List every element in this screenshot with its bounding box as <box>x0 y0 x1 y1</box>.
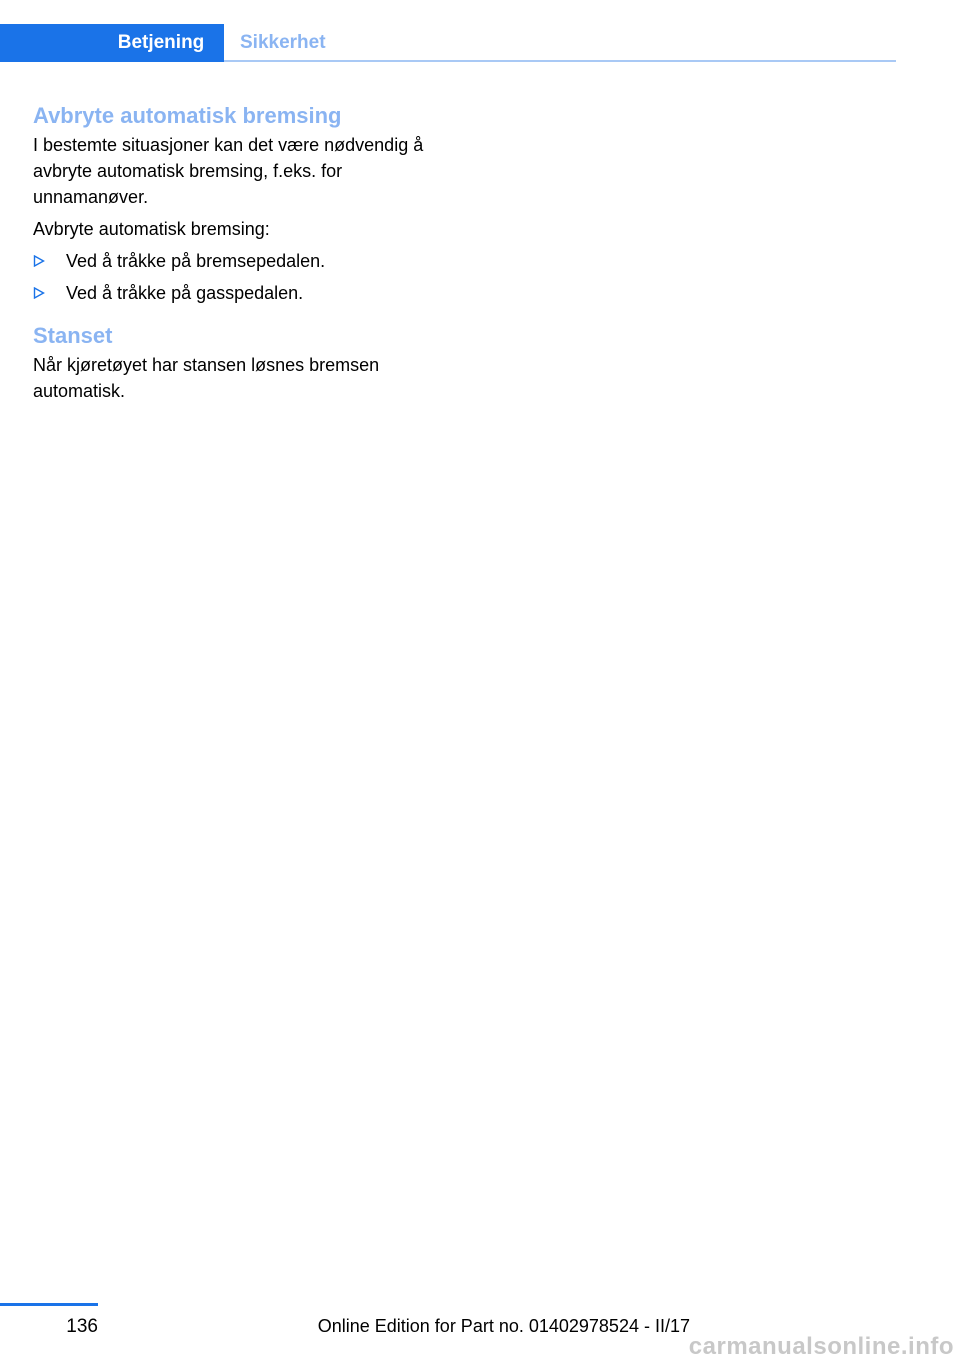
list-item-text: Ved å tråkke på bremsepedalen. <box>66 251 326 271</box>
header-divider <box>224 60 896 62</box>
list-item <box>33 280 448 306</box>
main-content <box>33 100 448 404</box>
section-title-stanset: Stanset <box>33 323 113 348</box>
page-header <box>0 0 960 64</box>
watermark: carmanualsonline.info <box>688 1333 954 1360</box>
paragraph-intro: I bestemte situasjoner kan det være nødvendig å avbryte automatisk bremsing, f.eks. for unnamanøver. <box>33 135 424 207</box>
triangle-right-icon <box>33 248 49 274</box>
tab-betjening[interactable]: Betjening <box>98 24 224 62</box>
tab-sikkerhet[interactable]: Sikkerhet <box>240 32 326 53</box>
page-number-bar <box>0 1303 98 1306</box>
list-item <box>33 248 448 274</box>
list-item-text: Ved å tråkke på gasspedalen. <box>66 283 304 303</box>
paragraph-lead: Avbryte automatisk bremsing: <box>33 219 270 239</box>
bullet-list <box>33 248 448 306</box>
section-title-avbryte: Avbryte automatisk bremsing <box>33 103 342 128</box>
header-accent-bar <box>0 24 98 62</box>
paragraph-stanset: Når kjøretøyet har stansen løsnes bremsen automatisk. <box>33 355 380 401</box>
page-number: 136 <box>66 1316 98 1337</box>
triangle-right-icon <box>33 280 49 306</box>
edition-text: Online Edition for Part no. 01402978524 - II/17 <box>317 1316 690 1336</box>
